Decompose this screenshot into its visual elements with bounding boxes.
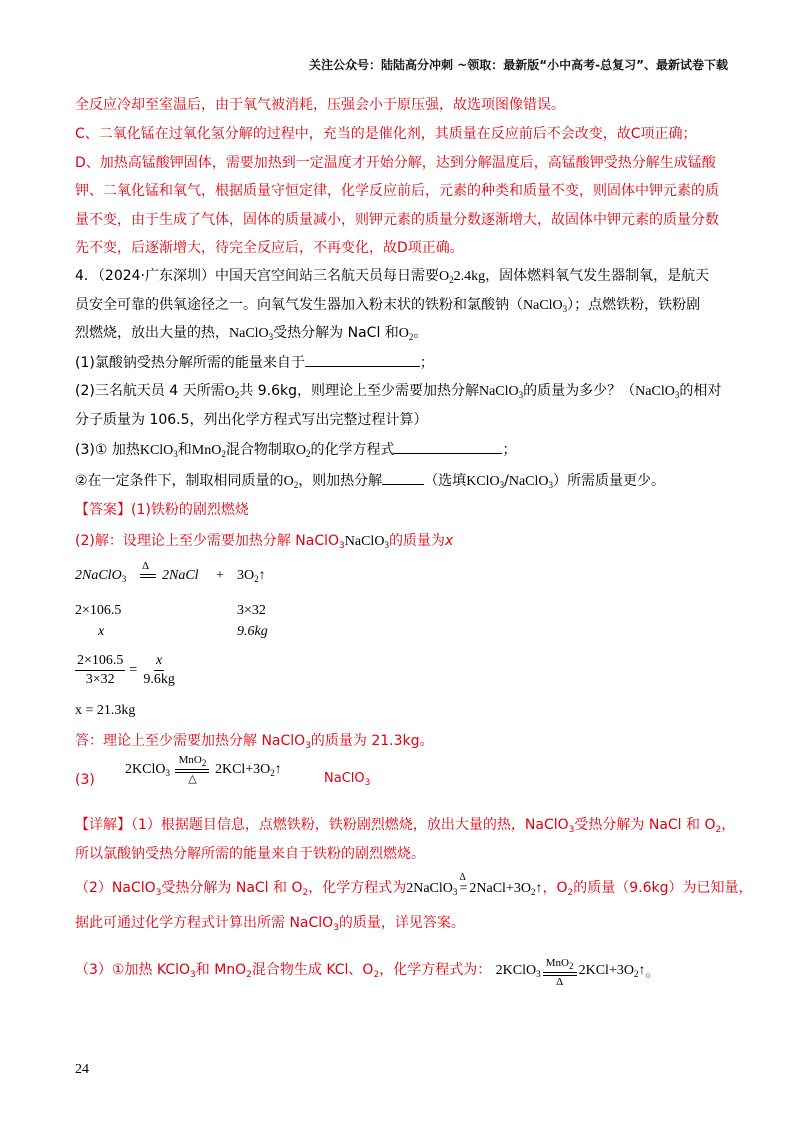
var-x: x [98,624,105,639]
fraction-right: $\frac{x}{9.6kg}$ [143,653,175,687]
prev-line-3: D、加热高锰酸钾固体，需要加热到一定温度才开始分解，达到分解温度后，高锰酸钾受热分解生成锰酸 [75,155,716,171]
equation-delta: Δ [142,560,150,572]
mass-ratio-2: 3×32 [237,603,266,618]
page-header: 关注公众号：陆陆高分冲刺 ~领取：最新版“小中高考-总复习”、最新试卷下载 [309,58,728,72]
fraction-left: $\frac{2\times 106.5}{3\times 32}$ [77,653,124,687]
detail-4: 据此可通过化学方程式计算出所需 NaClO$_3$的质量，详见答案。 [75,915,465,933]
conclusion: 答：理论上至少需要加热分解 NaClO$_3$的质量为 21.3kg。 [75,733,434,751]
condition-mark: MnO$_2$ △ [175,754,209,785]
answer-blank-3 [382,470,424,485]
q4-sub-3: (3)① 加热KClO$_3$和MnO$_2$混合物制取$O_2$的化学方程式 ； [75,439,516,464]
detail-condition-mark: MnO$_2$ Δ [543,957,577,988]
q4-line-3: 烈燃烧，放出大量的热，NaClO$_3$受热分解为 NaCl 和$O_2$。 [75,325,428,342]
equation-plus: + [216,568,224,583]
q4-sub-2-cont: 分子质量为 106.5，列出化学方程式写出完整过程计算） [75,412,428,428]
prev-line-5: 量不变，由于生成了气体，固体的质量减小，则钾元素的质量分数逐渐增大，故固体中钾元素的质量分数 [75,212,719,228]
q4-sub-4: ②在一定条件下，制取相同质量的$O_2$，则加热分解 （选填KClO$_3$/NaClO$_3$）所需质量更少。 [75,470,665,495]
equation-lhs: 2NaClO$_3$ [75,568,127,584]
prev-line-2: C、二氧化锰在过氧化氢分解的过程中，充当的是催化剂，其质量在反应前后不会改变，故C项正确； [75,126,697,142]
equation-rhs: $3O_2↑$ [237,568,266,584]
proportion: $\frac{2\times 106.5}{3\times 32}$ = $\frac{x}{9.6kg}$ [77,653,175,687]
q4-line-2: 员安全可靠的供氧途径之一。向氧气发生器加入粉末状的铁粉和氯酸钠（NaClO$_3$）；点燃铁粉，铁粉剧 [75,297,701,314]
answer-blank-1 [305,352,420,367]
detail-5: （3）①加热 KClO$_3$和 MnO$_2$混合物生成 KCl、$O_2$，化学方程式为： 2KClO$_3$ MnO$_2$ Δ $2KCl+3O_2↑$。 [75,957,660,988]
answer-1: 【答案】(1)铁粉的剧烈燃烧 [75,502,249,518]
answer-blank-2 [394,439,502,454]
answer-2-intro: (2)解：设理论上至少需要加热分解 NaClO$_3$NaClO$_3$的质量为x [75,533,454,551]
q4-sub-2: (2)三名航天员 4 天所需$O_2$共 9.6kg，则理论上至少需要加热分解NaClO$_3$的质量为多少？（NaClO$_3$的相对 [75,383,722,400]
answer-3-choice: NaClO$_3$ [324,771,371,788]
mass-ratio-1: 2×106.5 [75,603,122,618]
equation-equals [140,574,156,578]
var-mass: 9.6kg [237,624,268,639]
detail-3: （2）NaClO$_3$受热分解为 NaCl 和 $O_2$，化学方程式为2NaClO$_3$ Δ = $2NaCl+3O_2↑$，$O_2$的质量（9.6kg）为已知量， [75,872,753,898]
answer-3-label: (3) [75,772,95,788]
q4-sub-1: (1)氯酸钠受热分解所需的能量来自于 ； [75,352,434,373]
answer-3-equation: 2KClO$_3$ MnO$_2$ △ $2KCl+3O_2↑$ [125,754,282,785]
prev-line-4: 钾、二氧化锰和氧气，根据质量守恒定律，化学反应前后，元素的种类和质量不变，则固体中钾元素的质 [75,183,719,199]
result: x = 21.3kg [75,703,136,718]
q4-line-1: 4．（2024·广东深圳）中国天宫空间站三名航天员每日需要$O_22.4kg$，固体燃料氧气发生器制氧，是航天 [75,268,710,285]
prev-line-1: 全反应冷却至室温后，由于氧气被消耗，压强会小于原压强，故选项图像错误。 [75,97,565,113]
page-number: 24 [75,1062,89,1077]
detail-1: 【详解】（1）根据题目信息，点燃铁粉，铁粉剧烈燃烧，放出大量的热，NaClO$_3$受热分解为 NaCl 和 $O_2$， [75,817,736,835]
detail-2: 所以氯酸钠受热分解所需的能量来自于铁粉的剧烈燃烧。 [75,846,425,862]
equation-mid: 2NaCl [162,568,199,583]
prev-line-6: 先不变，后逐渐增大，待完全反应后，不再变化，故D项正确。 [75,240,464,256]
